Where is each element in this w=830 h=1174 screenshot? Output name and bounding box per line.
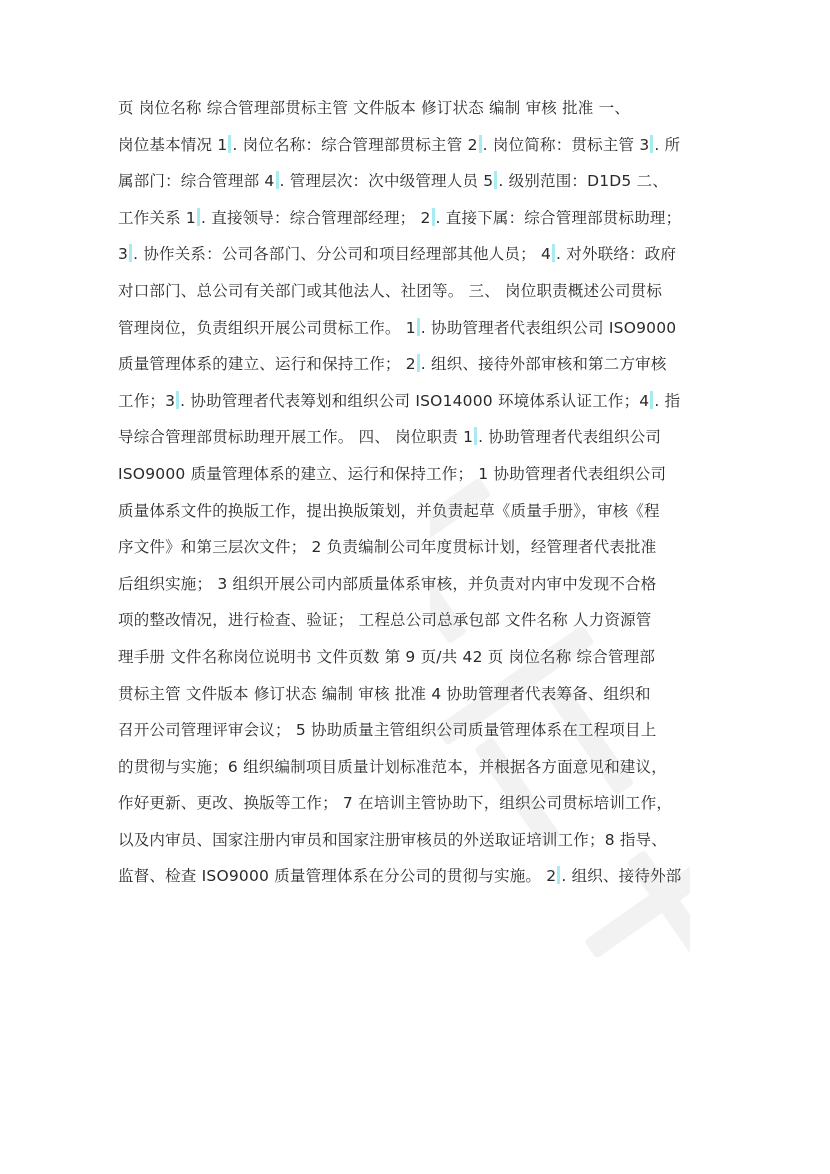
- text-segment: 作好更新、更改、换版等工作； 7 在培训主管协助下，组织公司贯标培训工作，: [118, 794, 673, 813]
- highlight-mark: [228, 135, 231, 153]
- text-segment: 序文件》和第三层次文件； 2 负责编制公司年度贯标计划，经管理者代表批准: [118, 538, 657, 557]
- text-segment: ISO9000 质量管理体系的建立、运行和保持工作； 1 协助管理者代表组织公司: [118, 464, 667, 483]
- text-line: [118, 127, 718, 164]
- text-line: [118, 456, 718, 493]
- text-line: [118, 602, 718, 639]
- text-line: [118, 310, 718, 347]
- text-line: [118, 639, 718, 676]
- highlight-mark: [129, 244, 132, 262]
- text-segment: 后组织实施； 3 组织开展公司内部质量体系审核，并负责对内审中发现不合格: [118, 574, 657, 593]
- document-body: [118, 90, 718, 895]
- text-line: [118, 273, 718, 310]
- highlight-mark: [417, 318, 420, 336]
- text-line: [118, 90, 718, 127]
- text-segment: 质量体系文件的换版工作，提出换版策划，并负责起草《质量手册》，审核《程: [118, 501, 660, 520]
- text-segment: . 级别范围：D1D5 二、: [498, 172, 669, 191]
- text-segment: . 岗位简称：贯标主管 3: [482, 135, 650, 154]
- highlight-mark: [650, 391, 653, 409]
- text-segment: 工作关系 1: [118, 208, 196, 227]
- text-line: [118, 712, 718, 749]
- highlight-mark: [557, 866, 560, 884]
- text-segment: . 协助管理者代表组织公司 ISO9000: [420, 318, 677, 337]
- text-line: [118, 785, 718, 822]
- highlight-mark: [432, 208, 435, 226]
- highlight-mark: [276, 171, 279, 189]
- text-segment: 项的整改情况，进行检查、验证； 工程总公司总承包部 文件名称 人力资源管: [118, 611, 652, 630]
- text-line: [118, 822, 718, 859]
- text-line: [118, 676, 718, 713]
- text-segment: 工作；3: [118, 391, 176, 410]
- text-segment: 岗位基本情况 1: [118, 135, 228, 154]
- text-segment: 管理岗位，负责组织开展公司贯标工作。 1: [118, 318, 416, 337]
- text-segment: . 所: [654, 135, 681, 154]
- text-segment: . 岗位名称：综合管理部贯标主管 2: [232, 135, 478, 154]
- text-segment: 以及内审员、国家注册内审员和国家注册审核员的外送取证培训工作；8 指导、: [118, 830, 667, 849]
- text-line: [118, 493, 718, 530]
- highlight-mark: [479, 135, 482, 153]
- text-segment: 3: [118, 245, 129, 264]
- text-line: [118, 858, 718, 895]
- highlight-mark: [650, 135, 653, 153]
- text-line: [118, 566, 718, 603]
- text-line: [118, 749, 718, 786]
- text-segment: 的贯彻与实施；6 组织编制项目质量计划标准范本，并根据各方面意见和建议，: [118, 757, 667, 776]
- text-segment: 页 岗位名称 综合管理部贯标主管 文件版本 修订状态 编制 审核 批准 一、: [118, 99, 631, 117]
- text-segment: . 组织、接待外部审核和第二方审核: [420, 355, 667, 374]
- highlight-mark: [494, 171, 497, 189]
- highlight-mark: [197, 208, 200, 226]
- text-segment: 理手册 文件名称岗位说明书 文件页数 第 9 页/共 42 页 岗位名称 综合管理部: [118, 647, 656, 666]
- text-segment: 属部门：综合管理部 4: [118, 172, 275, 191]
- text-segment: . 组织、接待外部: [561, 867, 682, 886]
- text-line: [118, 529, 718, 566]
- text-segment: . 直接领导：综合管理部经理； 2: [201, 208, 431, 227]
- text-segment: . 协助管理者代表筹划和组织公司 ISO14000 环境体系认证工作；4: [180, 391, 650, 410]
- text-segment: 质量管理体系的建立、运行和保持工作； 2: [118, 355, 416, 374]
- highlight-mark: [417, 354, 420, 372]
- text-line: [118, 236, 718, 273]
- highlight-mark: [552, 244, 555, 262]
- text-segment: . 对外联络：政府: [556, 245, 677, 264]
- text-segment: . 指: [654, 391, 681, 410]
- highlight-mark: [474, 427, 477, 445]
- text-segment: 召开公司管理评审会议； 5 协助质量主管组织公司质量管理体系在工程项目上: [118, 721, 657, 740]
- text-segment: 贯标主管 文件版本 修订状态 编制 审核 批准 4 协助管理者代表筹备、组织和: [118, 684, 651, 703]
- text-segment: 监督、检查 ISO9000 质量管理体系在分公司的贯彻与实施。 2: [118, 867, 557, 886]
- highlight-mark: [176, 391, 179, 409]
- text-line: [118, 383, 718, 420]
- text-line: [118, 163, 718, 200]
- text-line: [118, 419, 718, 456]
- text-segment: . 直接下属：综合管理部贯标助理；: [435, 208, 682, 227]
- text-segment: . 协助管理者代表组织公司: [478, 428, 662, 447]
- text-segment: . 管理层次：次中级管理人员 5: [279, 172, 494, 191]
- text-segment: 导综合管理部贯标助理开展工作。 四、 岗位职责 1: [118, 428, 474, 447]
- text-line: [118, 346, 718, 383]
- text-line: [118, 200, 718, 237]
- text-segment: . 协作关系：公司各部门、分公司和项目经理部其他人员； 4: [133, 245, 552, 264]
- text-segment: 对口部门、总公司有关部门或其他法人、社团等。 三、 岗位职责概述公司贯标: [118, 281, 663, 300]
